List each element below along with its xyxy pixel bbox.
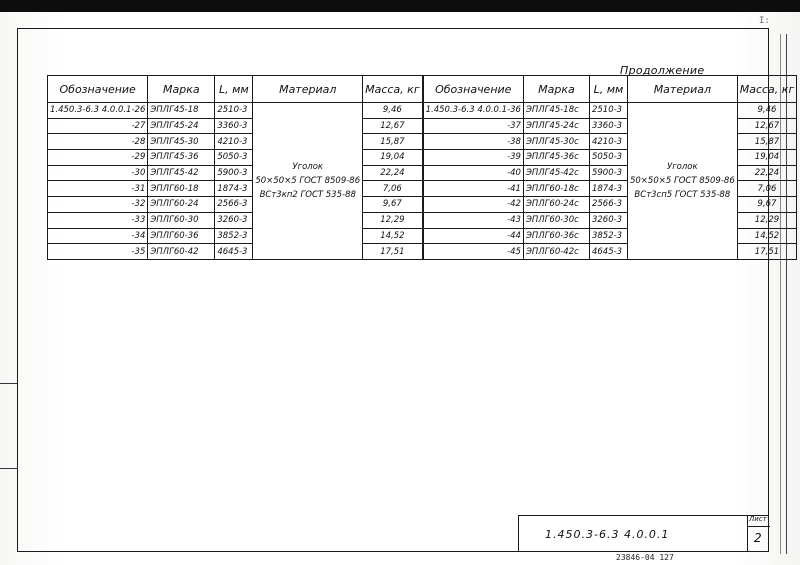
cell-designation: -44 [423,228,524,244]
cell-designation: -40 [423,165,524,181]
cell-designation: -45 [423,244,524,260]
cell-mark: ЭПЛГ45-42 [148,165,215,181]
cell-mark: ЭПЛГ60-36с [523,228,589,244]
cell-mass: 19,04 [363,150,423,166]
cell-length: 5050-3 [215,150,253,166]
material-line2: 50×50×5 ГОСТ 8509-86 [255,175,361,186]
cell-length: 4645-3 [589,244,627,260]
cell-mass: 12,29 [363,212,423,228]
document-code: 1.450.3-6.3 4.0.0.1 [545,528,670,541]
cell-designation: -29 [48,150,148,166]
cell-designation: -37 [423,118,524,134]
header-designation: Обозначение [423,76,524,103]
cell-length: 2510-3 [589,103,627,119]
table-body [48,103,797,260]
cell-mark: ЭПЛГ45-18с [523,103,589,119]
cell-length: 3260-3 [215,212,253,228]
cell-mass: 9,46 [737,103,796,119]
cell-mark: ЭПЛГ60-36 [148,228,215,244]
table-header-row [48,76,797,103]
cell-mark: ЭПЛГ45-42с [523,165,589,181]
cell-designation: -43 [423,212,524,228]
cell-mass: 19,04 [737,150,796,166]
cell-mass: 22,24 [737,165,796,181]
cell-mark: ЭПЛГ60-18с [523,181,589,197]
cell-mass: 7,06 [737,181,796,197]
cell-material [253,103,363,260]
table-row [48,103,797,119]
material-line1: Уголок [292,161,324,172]
cell-mark: ЭПЛГ60-42с [523,244,589,260]
cell-designation: -38 [423,134,524,150]
cell-length: 2566-3 [589,197,627,213]
cell-mass: 7,06 [363,181,423,197]
cell-mass: 14,52 [363,228,423,244]
cell-designation: -30 [48,165,148,181]
header-material: Материал [627,76,737,103]
cell-designation: -32 [48,197,148,213]
header-length: L, мм [589,76,627,103]
cell-designation: 1.450.3-6.3 4.0.0.1-36 [423,103,524,119]
header-mark: Марка [523,76,589,103]
cell-mass: 17,51 [363,244,423,260]
cell-length: 5050-3 [589,150,627,166]
header-material: Материал [253,76,363,103]
cell-length: 2566-3 [215,197,253,213]
cell-mass: 9,46 [363,103,423,119]
cell-mark: ЭПЛГ60-42 [148,244,215,260]
cell-mark: ЭПЛГ60-18 [148,181,215,197]
cell-mass: 15,87 [363,134,423,150]
cell-designation: -27 [48,118,148,134]
header-designation: Обозначение [48,76,148,103]
cell-length: 3852-3 [589,228,627,244]
cell-length: 1874-3 [215,181,253,197]
cell-mark: ЭПЛГ45-18 [148,103,215,119]
cell-mass: 17,51 [737,244,796,260]
cell-designation: -34 [48,228,148,244]
cell-mass: 12,67 [363,118,423,134]
cell-mass: 12,29 [737,212,796,228]
cell-length: 5900-3 [215,165,253,181]
cell-mark: ЭПЛГ45-36 [148,150,215,166]
cell-designation: -33 [48,212,148,228]
cell-designation: -42 [423,197,524,213]
cell-mark: ЭПЛГ45-30с [523,134,589,150]
sheet-number: 2 [754,531,762,545]
cell-designation: -35 [48,244,148,260]
cell-mark: ЭПЛГ60-30 [148,212,215,228]
cell-length: 2510-3 [215,103,253,119]
cell-mass: 12,67 [737,118,796,134]
cell-mark: ЭПЛГ45-24с [523,118,589,134]
cell-mark: ЭПЛГ60-24с [523,197,589,213]
cell-mark: ЭПЛГ45-30 [148,134,215,150]
material-line3: ВСт3сп5 ГОСТ 535-88 [634,189,731,200]
material-line3: ВСт3кп2 ГОСТ 535-88 [259,189,356,200]
cell-length: 5900-3 [589,165,627,181]
cell-designation: -41 [423,181,524,197]
header-length: L, мм [215,76,253,103]
cell-length: 4210-3 [589,134,627,150]
cell-designation: -39 [423,150,524,166]
header-mass: Масса, кг [363,76,423,103]
cell-designation: -28 [48,134,148,150]
header-mark: Марка [148,76,215,103]
cell-length: 1874-3 [589,181,627,197]
cell-length: 3360-3 [589,118,627,134]
corner-mark: I: [759,16,770,26]
cell-mark: ЭПЛГ60-30с [523,212,589,228]
cell-length: 4645-3 [215,244,253,260]
cell-length: 3260-3 [589,212,627,228]
archive-code: 23846-04 127 [616,553,674,562]
cell-designation: -31 [48,181,148,197]
cell-mark: ЭПЛГ45-36с [523,150,589,166]
cell-mass: 14,52 [737,228,796,244]
cell-mass: 9,67 [737,197,796,213]
sheet-number-box [747,515,769,552]
cell-mass: 15,87 [737,134,796,150]
binding-margin [0,28,17,552]
divider [748,526,770,527]
specification-table [47,75,797,260]
material-line1: Уголок [667,161,698,172]
scan-top-band [0,0,800,12]
cell-mass: 9,67 [363,197,423,213]
material-line2: 50×50×5 ГОСТ 8509-86 [629,175,735,186]
cell-length: 3852-3 [215,228,253,244]
header-mass: Масса, кг [737,76,796,103]
cell-mark: ЭПЛГ45-24 [148,118,215,134]
sheet-label: Лист [749,515,767,523]
cell-mass: 22,24 [363,165,423,181]
cell-length: 3360-3 [215,118,253,134]
cell-designation: 1.450.3-6.3 4.0.0.1-26 [48,103,148,119]
cell-material [627,103,737,260]
cell-mark: ЭПЛГ60-24 [148,197,215,213]
cell-length: 4210-3 [215,134,253,150]
continuation-label: Продолжение [620,64,705,77]
